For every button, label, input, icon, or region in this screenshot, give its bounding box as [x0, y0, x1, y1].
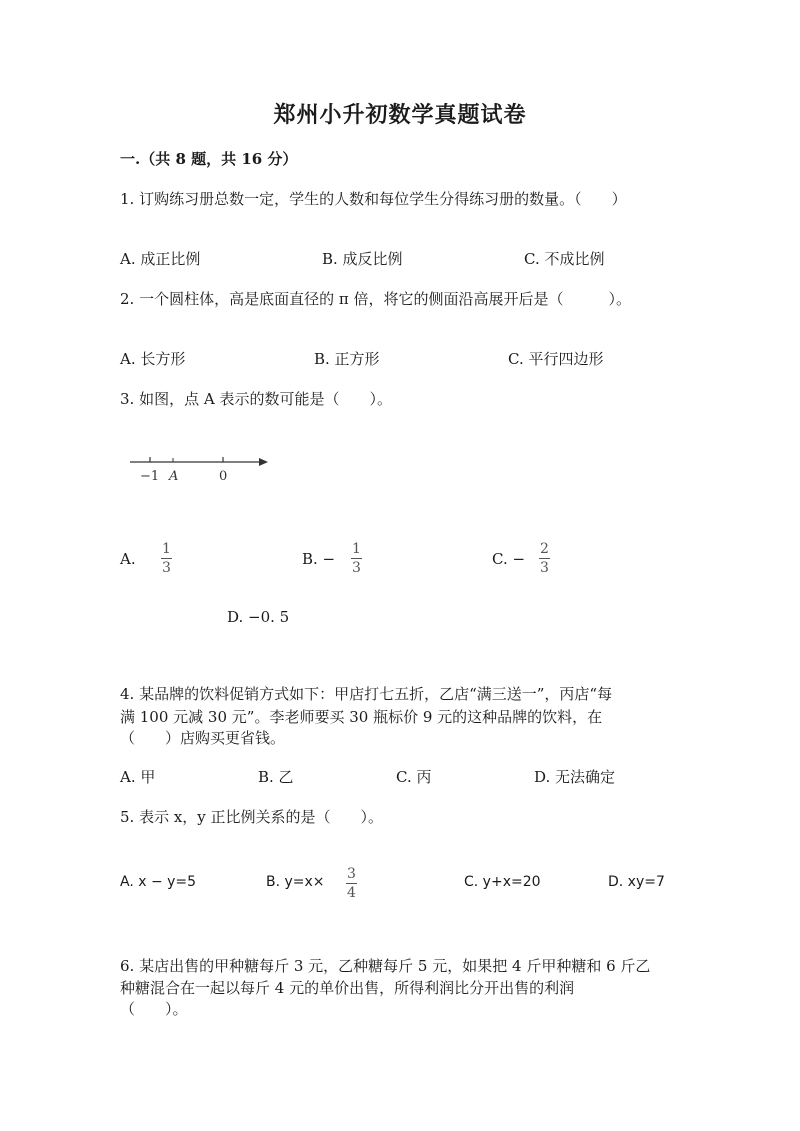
question-5-option-d[interactable]: D. xy=7: [608, 874, 665, 890]
fraction-denominator: 4: [347, 885, 356, 901]
question-2-option-c[interactable]: C. 平行四边形: [508, 350, 604, 368]
number-line-arrow: [259, 458, 268, 466]
number-line-label-0: 0: [219, 469, 228, 484]
number-line-figure: [128, 452, 273, 484]
question-4-stem-line-2: 满 100 元减 30 元”。李老师要买 30 瓶标价 9 元的这种品牌的饮料，在: [120, 708, 603, 726]
question-4-option-d[interactable]: D. 无法确定: [534, 768, 616, 786]
fraction-denominator: 3: [162, 560, 171, 576]
question-3-option-b[interactable]: B. −: [302, 550, 336, 568]
question-3-option-c-fraction: [539, 541, 550, 576]
question-6-stem-line-2: 种糖混合在一起以每斤 4 元的单价出售，所得利润比分开出售的利润: [120, 979, 575, 997]
question-4-stem-line-3: （ ）店购买更省钱。: [120, 729, 286, 747]
question-5-option-b-fraction: [346, 866, 357, 901]
question-6-stem-line-3: （ ）。: [120, 1000, 188, 1018]
question-3-stem: 3. 如图，点 A 表示的数可能是（ ）。: [120, 390, 392, 408]
question-5-stem: 5. 表示 x，y 正比例关系的是（ ）。: [120, 808, 384, 826]
question-1-option-c[interactable]: C. 不成比例: [524, 250, 605, 268]
question-4-option-c[interactable]: C. 丙: [396, 768, 432, 786]
question-1-stem: 1. 订购练习册总数一定，学生的人数和每位学生分得练习册的数量。（ ）: [120, 190, 627, 208]
question-2-option-a[interactable]: A. 长方形: [120, 350, 186, 368]
question-2-option-b[interactable]: B. 正方形: [314, 350, 380, 368]
fraction-denominator: 3: [352, 560, 361, 576]
question-3-option-a-fraction: [161, 541, 172, 576]
fraction-numerator: 3: [347, 866, 356, 882]
question-1-option-b[interactable]: B. 成反比例: [322, 250, 403, 268]
question-6-stem-line-1: 6. 某店出售的甲种糖每斤 3 元，乙种糖每斤 5 元，如果把 4 斤甲种糖和 6 斤乙: [120, 957, 651, 975]
number-line-label-a: A: [169, 469, 179, 484]
question-4-option-b[interactable]: B. 乙: [258, 768, 294, 786]
question-3-option-c[interactable]: C. −: [492, 550, 526, 568]
question-4-stem-line-1: 4. 某品牌的饮料促销方式如下：甲店打七五折，乙店“满三送一”，丙店“每: [120, 685, 613, 703]
question-4-option-a[interactable]: A. 甲: [120, 768, 156, 786]
page-title: 郑州小升初数学真题试卷: [273, 102, 527, 128]
question-2-stem: 2. 一个圆柱体，高是底面直径的 π 倍，将它的侧面沿高展开后是（ ）。: [120, 290, 631, 308]
fraction-numerator: 2: [540, 541, 549, 557]
fraction-numerator: 1: [352, 541, 361, 557]
fraction-numerator: 1: [162, 541, 171, 557]
number-line-label-neg1: −1: [140, 469, 160, 484]
question-3-option-b-fraction: [351, 541, 362, 576]
question-1-option-a[interactable]: A. 成正比例: [120, 250, 201, 268]
question-3-option-a[interactable]: A.: [120, 550, 136, 568]
question-5-option-a[interactable]: A. x − y=5: [120, 874, 197, 890]
section-heading: 一.（共 8 题，共 16 分）: [120, 150, 298, 168]
fraction-denominator: 3: [540, 560, 549, 576]
question-5-option-b[interactable]: B. y=x×: [266, 874, 325, 890]
question-3-option-d[interactable]: D. −0. 5: [227, 608, 290, 626]
question-5-option-c[interactable]: C. y+x=20: [464, 874, 541, 890]
